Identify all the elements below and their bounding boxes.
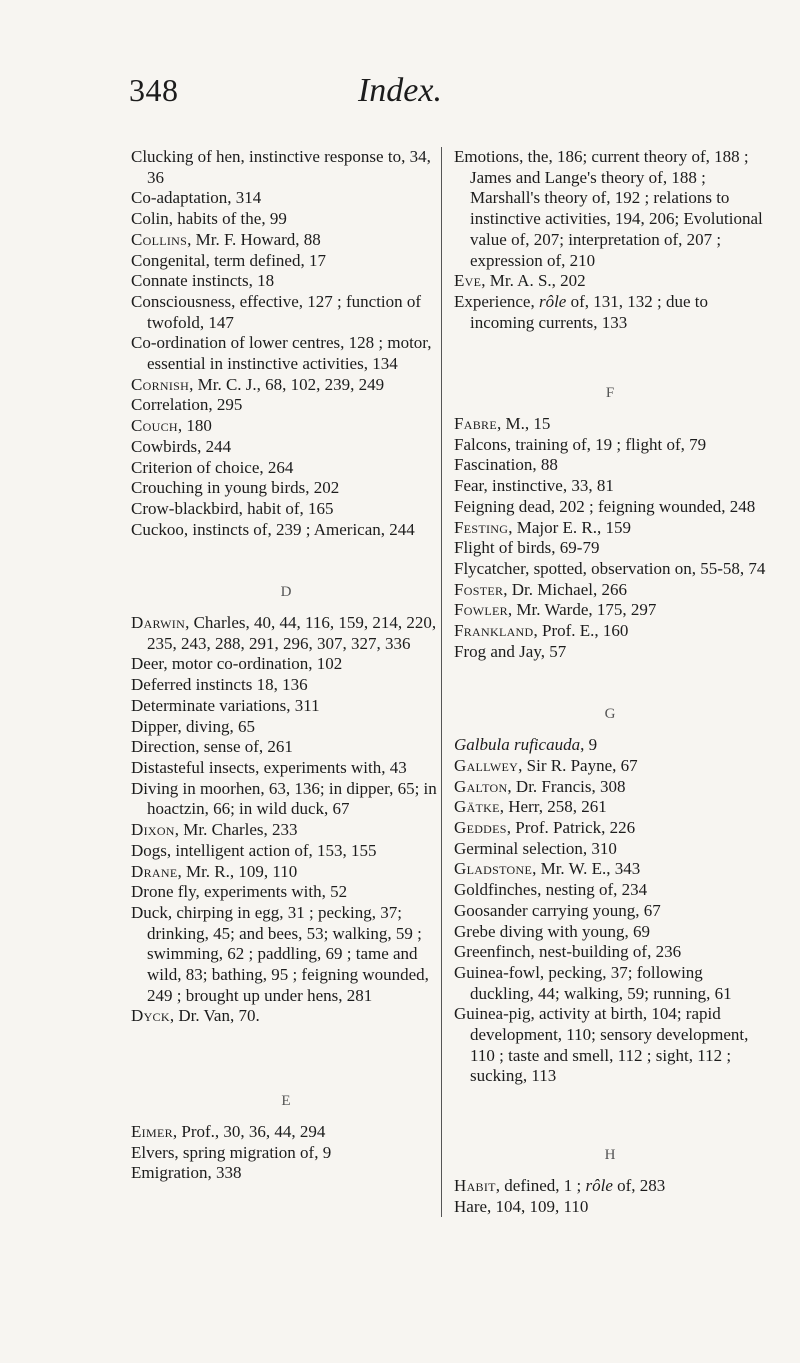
entry-text: Correlation, 295 (131, 395, 243, 415)
index-entry (454, 880, 766, 901)
entry-text: Crouching in young birds, 202 (131, 478, 340, 498)
entry-heading: Fowler (454, 600, 508, 620)
index-entry (454, 922, 766, 943)
index-entry (454, 147, 766, 271)
entry-heading: Frankland (454, 621, 534, 641)
index-entry (454, 559, 766, 580)
index-entry (454, 1004, 766, 1087)
index-entry (454, 621, 766, 642)
entry-text: Guinea-fowl, pecking, 37; following duckling, 44; walking, 59; running, 61 (454, 962, 732, 1003)
entry-text: Duck, chirping in egg, 31 ; pecking, 37; drinking, 45; and bees, 53; walking, 59 ; swimming, 62 ; paddling, 69 ; tame and wild, 83; bathing, 95 ; feigning wounded, 249 ; brought up under hens, 281 (131, 902, 429, 1005)
entry-text: , Prof. Patrick, 226 (506, 817, 636, 837)
entry-text: Determinate variations, 311 (131, 695, 320, 715)
entry-text: Fear, instinctive, 33, 81 (454, 476, 614, 496)
entry-text: Crow-blackbird, habit of, 165 (131, 498, 334, 518)
entry-text: Direction, sense of, 261 (131, 737, 293, 757)
index-entry (131, 458, 441, 479)
entry-text: , Dr. Van, 70. (169, 1006, 260, 1026)
entry-heading: Cornish (131, 374, 190, 394)
entry-heading: Foster (454, 579, 504, 599)
entry-text: , M., 15 (496, 414, 551, 434)
entry-text: Fascination, 88 (454, 455, 558, 475)
entry-italic: rôle (585, 1175, 613, 1195)
index-entry (454, 901, 766, 922)
section-letter-d: D (280, 584, 292, 601)
page-number: 348 (129, 72, 179, 108)
section-letter-e: E (281, 1093, 291, 1110)
entry-text: , Sir R. Payne, 67 (518, 755, 638, 775)
entry-text: Flycatcher, spotted, observation on, 55-58, 74 (454, 558, 766, 578)
index-entry (131, 147, 441, 188)
index-entry (131, 188, 441, 209)
e-entries (131, 1122, 441, 1184)
entry-text: Emotions, the, 186; current theory of, 188 ; James and Lange's theory of, 188 ; Marshall's theory of, 192 ; relations to instinctive activities, 194, 206; Evolutional value of, 207; interpretation of, 207 ; expression of, 210 (454, 147, 763, 270)
index-entry (131, 737, 441, 758)
entry-text: , defined, 1 ; (495, 1175, 586, 1195)
index-entry (131, 1122, 441, 1143)
index-entry (131, 416, 441, 437)
index-entry (454, 818, 766, 839)
entry-text: , Mr. Warde, 175, 297 (507, 600, 657, 620)
index-entry (131, 230, 441, 251)
index-entry (454, 963, 766, 1004)
index-entry (131, 251, 441, 272)
left-column (131, 147, 441, 1184)
index-entry (454, 518, 766, 539)
entry-text: Clucking of hen, instinctive response to, 34, 36 (131, 147, 431, 187)
entry-heading: Galton (454, 776, 508, 796)
entry-heading: Eimer (131, 1121, 173, 1141)
entry-text: Grebe diving with young, 69 (454, 921, 650, 941)
index-entry (131, 779, 441, 820)
entry-text: Dipper, diving, 65 (131, 716, 255, 736)
entry-text: , Herr, 258, 261 (499, 797, 607, 817)
entry-text: Diving in moorhen, 63, 136; in dipper, 65; in hoactzin, 66; in wild duck, 67 (131, 778, 437, 819)
right-column (441, 147, 766, 1217)
entry-heading: Habit (454, 1175, 496, 1195)
entry-text: Falcons, training of, 19 ; flight of, 79 (454, 434, 707, 454)
index-entry (131, 675, 441, 696)
entry-text: Flight of birds, 69-79 (454, 538, 600, 558)
entry-text: Greenfinch, nest-building of, 236 (454, 942, 682, 962)
entry-text: , Mr. C. J., 68, 102, 239, 249 (189, 374, 385, 394)
index-entry (454, 735, 766, 756)
index-entry (454, 942, 766, 963)
entry-text: , Charles, 40, 44, 116, 159, 214, 220, 235, 243, 288, 291, 296, 307, 327, 336 (147, 613, 437, 653)
index-entry (131, 375, 441, 396)
entry-text: , 180 (177, 416, 212, 436)
section-letter-g: G (604, 706, 616, 723)
entry-heading: Drane (131, 861, 178, 881)
entry-heading: Dyck (131, 1006, 170, 1026)
index-entry (454, 538, 766, 559)
index-entry (131, 499, 441, 520)
index-entry (454, 497, 766, 518)
entry-heading: Darwin (131, 613, 186, 633)
index-entry (131, 1006, 441, 1027)
entry-tail: , 9 (580, 735, 598, 755)
index-entry (131, 613, 441, 654)
h-entries (454, 1176, 766, 1217)
entry-text: , Major E. R., 159 (508, 517, 631, 537)
entry-text: , Dr. Francis, 308 (507, 776, 626, 796)
index-entry (131, 1163, 441, 1184)
entry-text: Colin, habits of the, 99 (131, 209, 287, 229)
index-entry (131, 717, 441, 738)
index-entry (454, 292, 766, 333)
index-entry (131, 841, 441, 862)
index-entry (131, 758, 441, 779)
index-entry (131, 520, 441, 541)
entry-text: , Prof. E., 160 (533, 621, 629, 641)
entry-text: Consciousness, effective, 127 ; function of twofold, 147 (131, 291, 422, 332)
entry-heading: Gallwey (454, 755, 519, 775)
index-entry (454, 777, 766, 798)
index-entry (454, 271, 766, 292)
entry-text: Co-adaptation, 314 (131, 188, 262, 208)
index-entry (454, 1176, 766, 1197)
index-entry (454, 859, 766, 880)
index-entry (131, 862, 441, 883)
entry-text: Hare, 104, 109, 110 (454, 1196, 589, 1216)
d-entries (131, 613, 441, 1027)
index-entry (454, 797, 766, 818)
entry-text: Dogs, intelligent action of, 153, 155 (131, 840, 377, 860)
entry-text: , Mr. A. S., 202 (481, 271, 586, 291)
entry-text: Goosander carrying young, 67 (454, 900, 661, 920)
f-entries (454, 414, 766, 662)
index-entry (454, 476, 766, 497)
index-entry (454, 455, 766, 476)
entry-text: , Mr. R., 109, 110 (177, 861, 298, 881)
index-entry (454, 1197, 766, 1218)
entry-text: Goldfinches, nesting of, 234 (454, 880, 648, 900)
entry-text: Deer, motor co-ordination, 102 (131, 654, 343, 674)
entry-text: , Mr. W. E., 343 (532, 859, 641, 879)
entry-heading: Fabre (454, 414, 497, 434)
g-entries (454, 735, 766, 1087)
entry-italic: Galbula ruficauda (454, 735, 581, 755)
index-entry (131, 696, 441, 717)
entry-text: Connate instincts, 18 (131, 271, 275, 291)
page-title: Index. (357, 72, 442, 109)
index-entry (131, 478, 441, 499)
index-entry (131, 395, 441, 416)
entry-heading: Collins (131, 229, 188, 249)
index-entry (131, 292, 441, 333)
index-entry (454, 642, 766, 663)
index-entry (131, 882, 441, 903)
index-entry (454, 414, 766, 435)
entry-text: , Prof., 30, 36, 44, 294 (172, 1121, 326, 1141)
index-entry (454, 435, 766, 456)
entry-text: Cowbirds, 244 (131, 436, 232, 456)
entry-text: Criterion of choice, 264 (131, 457, 294, 477)
index-entry (454, 580, 766, 601)
index-entry (131, 654, 441, 675)
entry-text: Cuckoo, instincts of, 239 ; American, 244 (131, 519, 415, 539)
c-entries (131, 147, 441, 540)
entry-text: Co-ordination of lower centres, 128 ; motor, essential in instinctive activities, 134 (131, 333, 432, 374)
index-entry (131, 271, 441, 292)
e-entries-continued (454, 147, 766, 333)
entry-tail: of, 131, 132 ; due to incoming currents, 133 (470, 291, 708, 332)
entry-text: Germinal selection, 310 (454, 838, 617, 858)
entry-text: Frog and Jay, 57 (454, 641, 567, 661)
entry-heading: Geddes (454, 817, 507, 837)
entry-text: Elvers, spring migration of, 9 (131, 1142, 332, 1162)
index-entry (454, 600, 766, 621)
entry-text: , Mr. F. Howard, 88 (187, 229, 321, 249)
index-entry (131, 209, 441, 230)
entry-italic: rôle (538, 291, 567, 311)
entry-heading: Eve (454, 271, 482, 291)
entry-tail: of, 283 (612, 1175, 666, 1195)
index-entry (454, 756, 766, 777)
entry-heading: Gladstone (454, 859, 533, 879)
section-letter-f: F (605, 385, 615, 402)
entry-text: Congenital, term defined, 17 (131, 250, 326, 270)
section-letter-h: H (604, 1147, 616, 1164)
index-entry (131, 333, 441, 374)
entry-text: Experience, (454, 291, 539, 311)
index-entry (131, 437, 441, 458)
entry-text: Deferred instincts 18, 136 (131, 675, 308, 695)
entry-heading: Gätke (454, 797, 500, 817)
index-entry (131, 1143, 441, 1164)
entry-heading: Couch (131, 416, 178, 436)
entry-text: Emigration, 338 (131, 1163, 242, 1183)
entry-text: Feigning dead, 202 ; feigning wounded, 248 (454, 496, 756, 516)
entry-heading: Dixon (131, 820, 175, 840)
entry-text: , Dr. Michael, 266 (503, 579, 627, 599)
entry-text: Guinea-pig, activity at birth, 104; rapid development, 110; sensory development, 110 ; taste and smell, 112 ; sight, 112 ; sucking, 113 (454, 1004, 749, 1086)
index-entry (131, 903, 441, 1007)
index-entry (131, 820, 441, 841)
entry-text: Drone fly, experiments with, 52 (131, 882, 348, 902)
entry-text: , Mr. Charles, 233 (174, 820, 298, 840)
index-entry (454, 839, 766, 860)
entry-text: Distasteful insects, experiments with, 43 (131, 757, 407, 777)
entry-heading: Festing (454, 517, 509, 537)
